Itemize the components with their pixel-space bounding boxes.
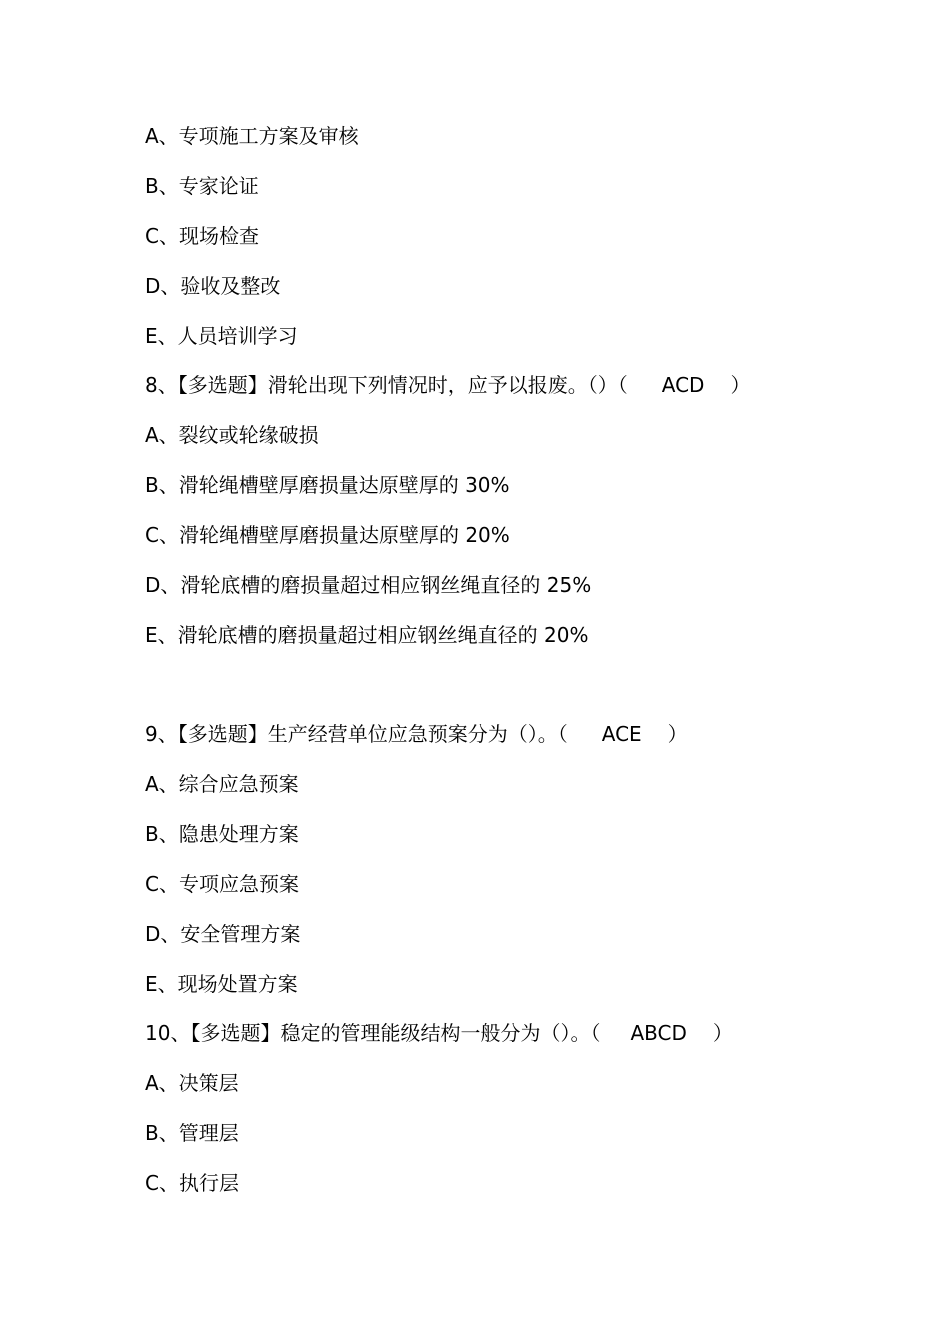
q7-option-d: D、验收及整改 [145, 274, 281, 298]
q9-option-b: B、隐患处理方案 [145, 822, 299, 846]
q8-option-a: A、裂纹或轮缘破损 [145, 423, 319, 447]
q10-option-b: B、管理层 [145, 1121, 239, 1145]
q7-option-b: B、专家论证 [145, 174, 259, 198]
q8-option-b: B、滑轮绳槽壁厚磨损量达原壁厚的 30% [145, 473, 510, 497]
q8-stem: 8、【多选题】滑轮出现下列情况时，应予以报废。（）（ [145, 373, 628, 397]
q7-option-c: C、现场检查 [145, 224, 259, 248]
q9-stem: 9、【多选题】生产经营单位应急预案分为（）。（ [145, 722, 568, 746]
q9-option-d: D、安全管理方案 [145, 922, 301, 946]
q8-option-d: D、滑轮底槽的磨损量超过相应钢丝绳直径的 25% [145, 573, 592, 597]
q8-option-e: E、滑轮底槽的磨损量超过相应钢丝绳直径的 20% [145, 623, 589, 647]
q7-option-a: A、专项施工方案及审核 [145, 124, 359, 148]
q10-close-paren: ） [712, 1021, 733, 1045]
q7-option-e: E、人员培训学习 [145, 324, 298, 348]
q8-answer: ACD [661, 373, 705, 397]
q9-option-e: E、现场处置方案 [145, 972, 298, 996]
q8-option-c: C、滑轮绳槽壁厚磨损量达原壁厚的 20% [145, 523, 510, 547]
q9-answer: ACE [601, 722, 642, 746]
q9-option-c: C、专项应急预案 [145, 872, 299, 896]
q9-close-paren: ） [667, 722, 688, 746]
q9-option-a: A、综合应急预案 [145, 772, 299, 796]
q8-stem-line [145, 370, 750, 400]
q10-option-c: C、执行层 [145, 1171, 239, 1195]
q9-stem-line [145, 719, 688, 749]
q10-answer: ABCD [630, 1021, 687, 1045]
q10-stem: 10、【多选题】稳定的管理能级结构一般分为（）。（ [145, 1021, 601, 1045]
q8-close-paren: ） [730, 373, 751, 397]
q10-option-a: A、决策层 [145, 1071, 239, 1095]
q10-stem-line [145, 1018, 733, 1048]
